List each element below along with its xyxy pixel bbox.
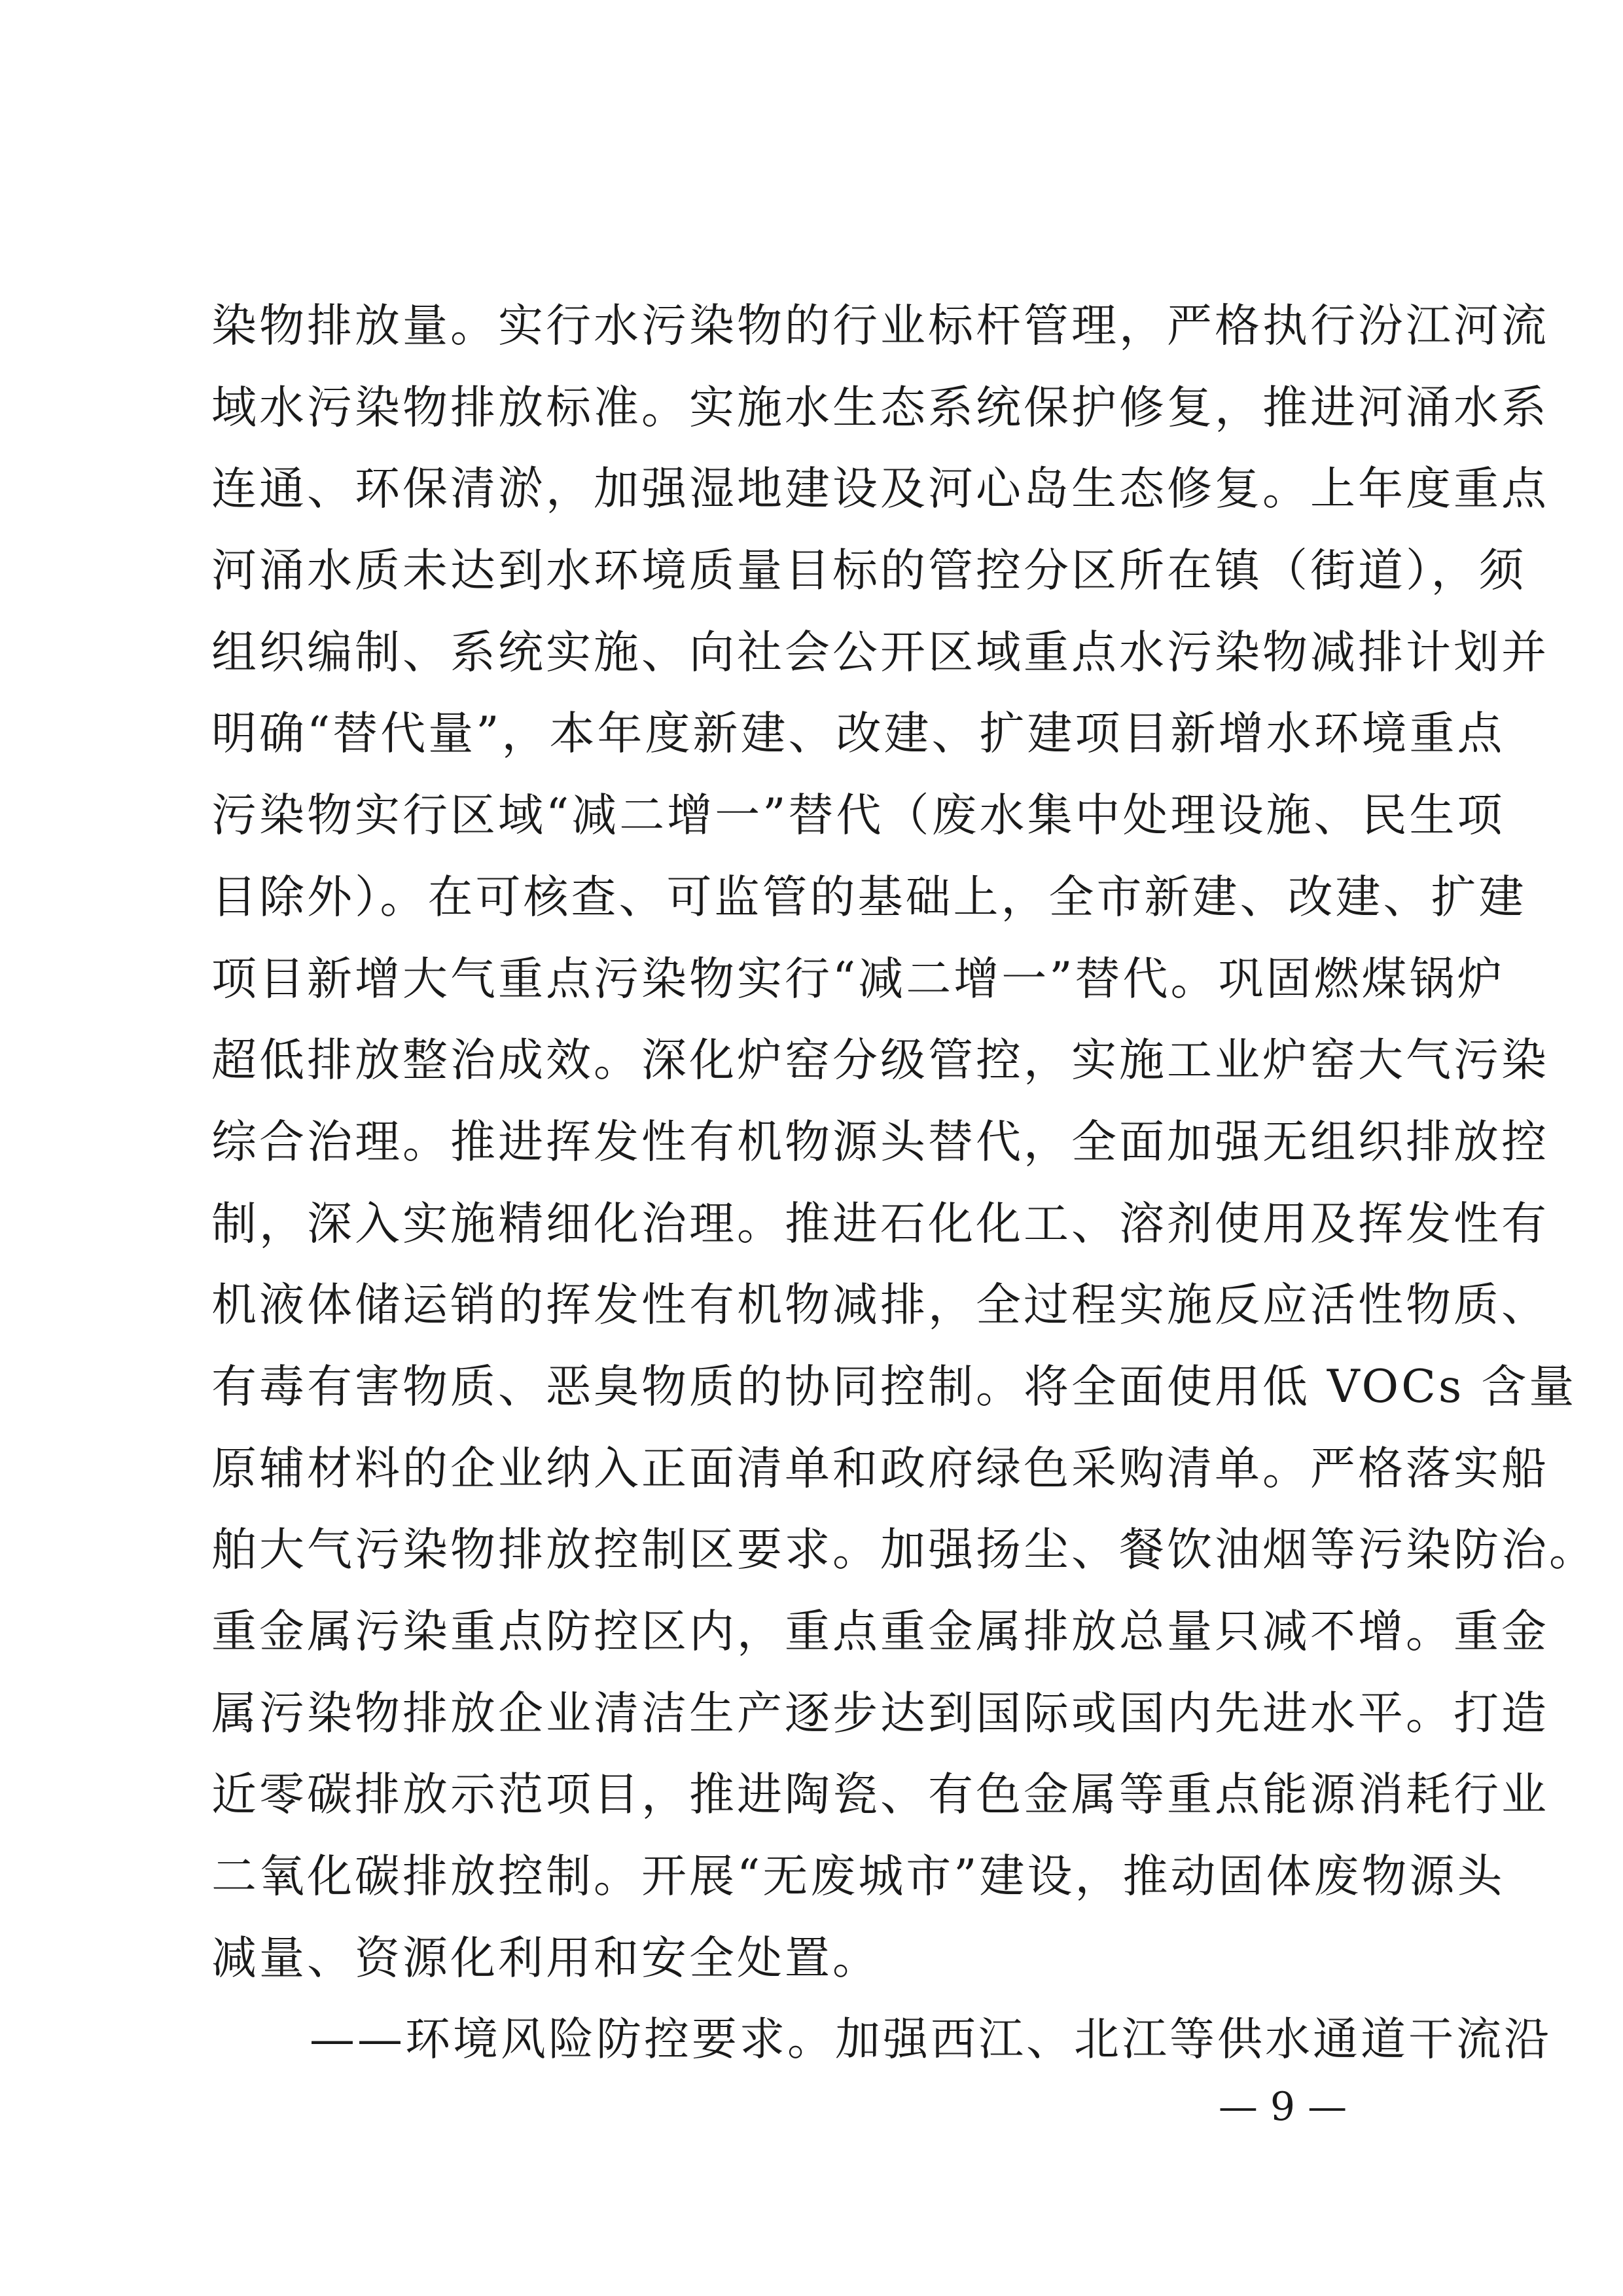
text-line: 河涌水质未达到水环境质量目标的管控分区所在镇（街道），须	[211, 545, 1527, 598]
text-line: 超低排放整治成效。深化炉窑分级管控，实施工业炉窑大气污染	[211, 1034, 1549, 1087]
text-line: 二氧化碳排放控制。开展“无废城市”建设，推动固体废物源头	[211, 1850, 1505, 1903]
text-line: 连通、环保清淤，加强湿地建设及河心岛生态修复。上年度重点	[211, 463, 1549, 516]
text-line: 综合治理。推进挥发性有机物源头替代，全面加强无组织排放控	[211, 1115, 1549, 1168]
text-line: 组织编制、系统实施、向社会公开区域重点水污染物减排计划并	[211, 626, 1549, 679]
text-line: 污染物实行区域“减二增一”替代（废水集中处理设施、民生项	[211, 789, 1505, 842]
text-line: 原辅材料的企业纳入正面清单和政府绿色采购清单。严格落实船	[211, 1442, 1549, 1495]
text-line: 机液体储运销的挥发性有机物减排，全过程实施反应活性物质、	[211, 1279, 1549, 1332]
text-line: 属污染物排放企业清洁生产逐步达到国际或国内先进水平。打造	[211, 1687, 1549, 1740]
text-line: 目除外）。在可核查、可监管的基础上，全市新建、改建、扩建	[211, 870, 1527, 924]
text-line: 舶大气污染物排放控制区要求。加强扬尘、餐饮油烟等污染防治。	[211, 1524, 1597, 1577]
page-number: — 9 —	[1218, 2084, 1347, 2130]
text-line: 域水污染物排放标准。实施水生态系统保护修复，推进河涌水系	[211, 381, 1549, 434]
text-line: 明确“替代量”，本年度新建、改建、扩建项目新增水环境重点	[211, 708, 1505, 761]
text-line: 有毒有害物质、恶臭物质的协同控制。将全面使用低 VOCs 含量	[211, 1360, 1577, 1413]
text-line: 近零碳排放示范项目，推进陶瓷、有色金属等重点能源消耗行业	[211, 1768, 1549, 1821]
text-line: 减量、资源化利用和安全处置。	[211, 1931, 880, 1984]
paragraph-first-line: ——环境风险防控要求。加强西江、北江等供水通道干流沿	[310, 2013, 1552, 2066]
body-text	[211, 285, 1597, 2081]
text-line: 染物排放量。实行水污染物的行业标杆管理，严格执行汾江河流	[211, 300, 1549, 352]
text-line: 重金属污染重点防控区内，重点重金属排放总量只减不增。重金	[211, 1605, 1549, 1658]
text-line: 项目新增大气重点污染物实行“减二增一”替代。巩固燃煤锅炉	[211, 952, 1505, 1005]
text-line: 制，深入实施精细化治理。推进石化化工、溶剂使用及挥发性有	[211, 1197, 1549, 1250]
